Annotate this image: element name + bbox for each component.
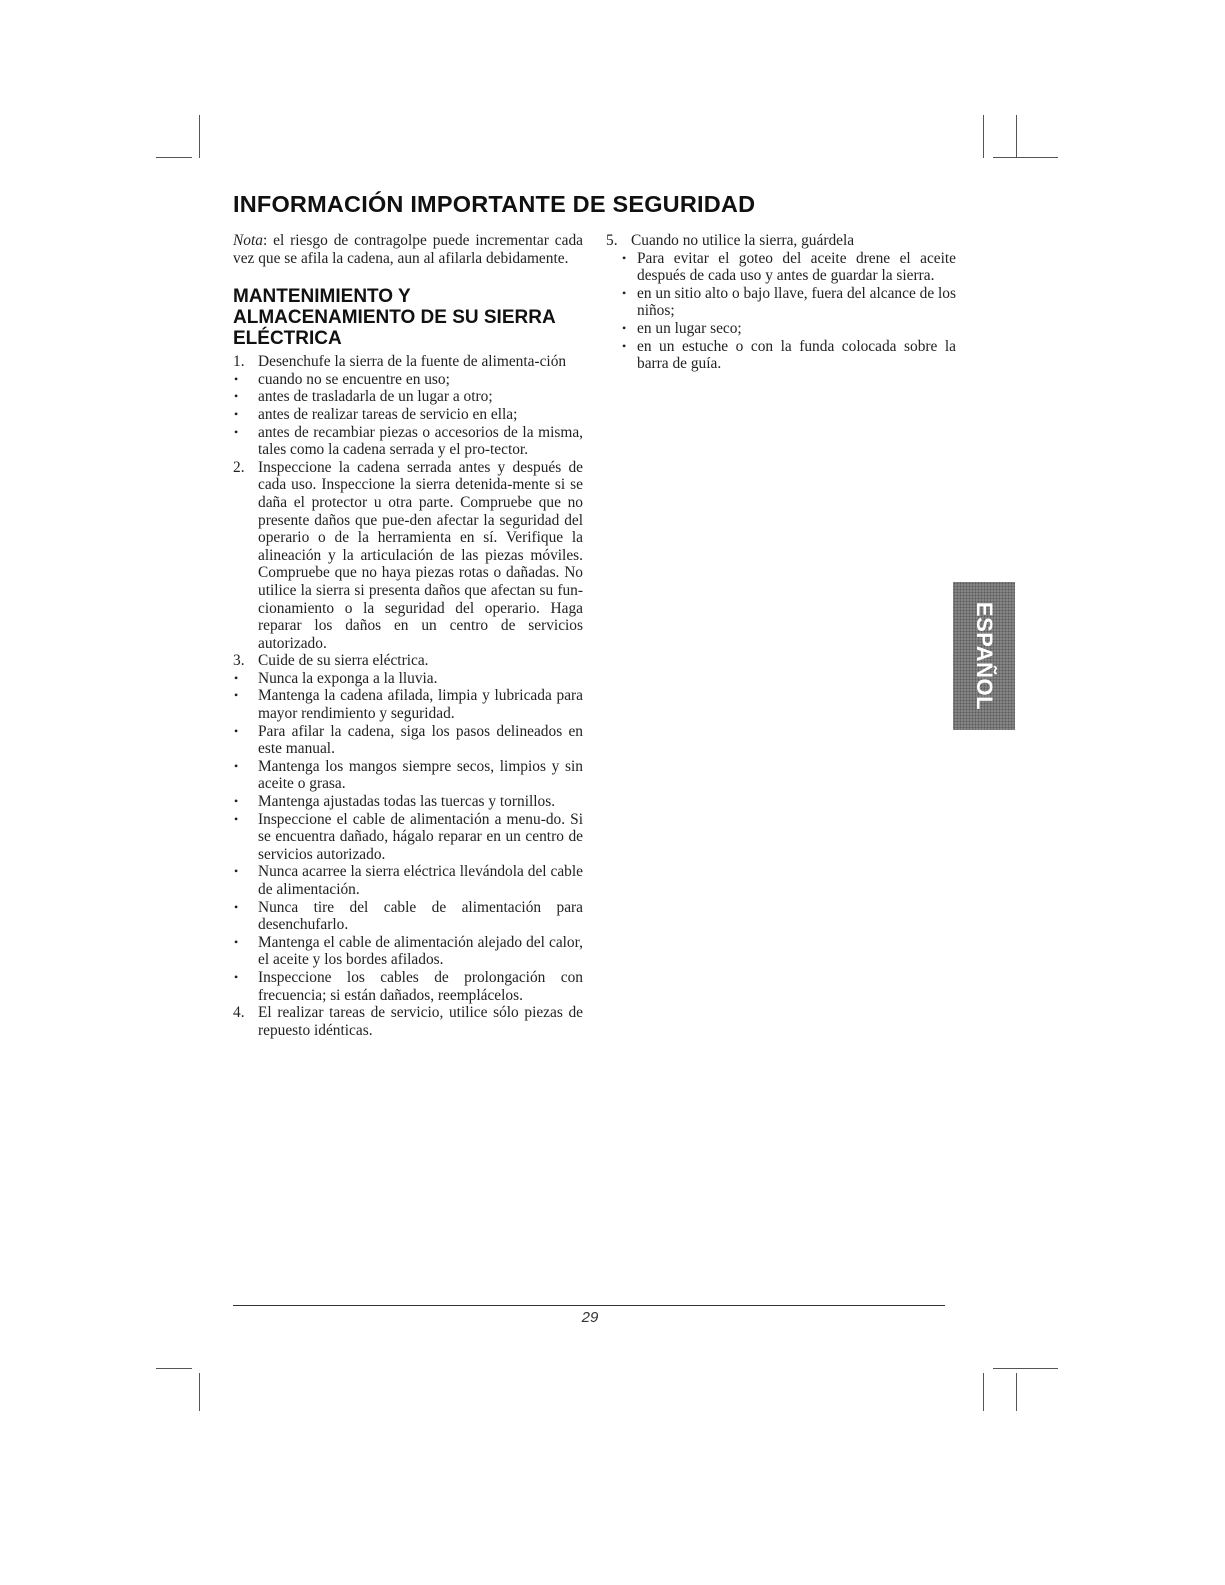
bullet-icon: •: [234, 794, 239, 809]
bullet-icon: •: [234, 670, 239, 685]
list-item: [233, 811, 583, 864]
crop-mark: [199, 115, 200, 158]
list-item: [233, 863, 583, 898]
bullet-icon: •: [622, 250, 627, 265]
list-item-text: cuando no se encuentre en uso;: [258, 370, 450, 388]
list-item-text: Cuando no utilice la sierra, guárdela: [631, 232, 855, 249]
list-item-text: en un estuche o con la funda colocada sobre la barra de guía.: [637, 337, 956, 373]
note-text: : el riesgo de contragolpe puede incrementar cada vez que se afila la cadena, aun al afilarla debidamente.: [233, 232, 583, 267]
list-item: [622, 338, 956, 373]
list-item: [233, 1004, 583, 1039]
list-item-text: Inspeccione el cable de alimentación a menu-do. Si se encuentra dañado, hágalo reparar en un centro de servicios autorizado.: [258, 810, 583, 863]
list-item: [233, 424, 583, 459]
list-number: 4.: [233, 1004, 245, 1022]
crop-mark: [156, 1368, 192, 1369]
list-item: [233, 934, 583, 969]
list-item: [233, 406, 583, 424]
list-item: [622, 285, 956, 320]
bullet-icon: •: [234, 934, 239, 949]
bullet-icon: •: [234, 371, 239, 386]
list-item: [233, 687, 583, 722]
maintenance-list: [233, 353, 583, 1039]
list-item: [233, 353, 583, 371]
list-item-text: Desenchufe la sierra de la fuente de alimenta-ción: [258, 353, 567, 371]
list-item-text: Mantenga el cable de alimentación alejado del calor, el aceite y los bordes afilados.: [258, 933, 583, 969]
list-item: [233, 969, 583, 1004]
list-item: [233, 670, 583, 688]
bullet-icon: •: [234, 688, 239, 703]
list-item: [233, 652, 583, 670]
footer-divider: [233, 1305, 945, 1306]
list-item: [233, 371, 583, 389]
list-item: [622, 320, 956, 338]
crop-mark: [1016, 1373, 1017, 1411]
list-item-text: Para afilar la cadena, siga los pasos delineados en este manual.: [258, 722, 583, 758]
list-item: [606, 232, 956, 250]
list-number: 3.: [233, 652, 245, 670]
crop-mark: [993, 157, 1058, 158]
language-tab: [953, 582, 1015, 730]
bullet-icon: •: [234, 899, 239, 914]
bullet-icon: •: [234, 424, 239, 439]
list-item-text: Nunca acarree la sierra eléctrica llevándola del cable de alimentación.: [258, 863, 583, 898]
page-number: 29: [581, 1309, 599, 1326]
list-item: [233, 758, 583, 793]
note-label: Nota: [233, 232, 263, 249]
list-item-text: Cuide de su sierra eléctrica.: [258, 652, 429, 670]
crop-mark: [1016, 115, 1017, 158]
list-item-text: Nunca tire del cable de alimentación para desenchufarlo.: [258, 898, 583, 934]
crop-mark: [993, 1368, 1058, 1369]
note-paragraph: [233, 232, 583, 267]
crop-mark: [199, 1373, 200, 1411]
bullet-icon: •: [234, 864, 239, 879]
list-item: [233, 899, 583, 934]
list-item-text: antes de realizar tareas de servicio en ella;: [258, 405, 518, 423]
list-item-text: antes de trasladarla de un lugar a otro;: [258, 388, 493, 406]
crop-mark: [156, 157, 192, 158]
list-item: [233, 459, 583, 653]
bullet-icon: •: [622, 285, 627, 300]
list-item: [233, 793, 583, 811]
list-item-text: Mantenga los mangos siempre secos, limpios y sin aceite o grasa.: [258, 757, 583, 793]
crop-mark: [983, 115, 984, 158]
bullet-icon: •: [234, 811, 239, 826]
list-number: 5.: [606, 232, 618, 249]
page-title: INFORMACIÓN IMPORTANTE DE SEGURIDAD: [233, 191, 756, 217]
list-item-text: en un lugar seco;: [637, 319, 742, 337]
list-item-text: Inspeccione los cables de prolongación con frecuencia; si están dañados, reemplácelos.: [258, 968, 583, 1004]
bullet-icon: •: [234, 758, 239, 773]
list-item-text: antes de recambiar piezas o accesorios de la misma, tales como la cadena serrada y el pro-tector.: [258, 423, 583, 459]
list-item-text: en un sitio alto o bajo llave, fuera del alcance de los niños;: [637, 284, 956, 320]
list-item-text: Para evitar el goteo del aceite drene el aceite después de cada uso y antes de guardar la sierra.: [637, 249, 956, 285]
list-item-text: Inspeccione la cadena serrada antes y después de cada uso. Inspeccione la sierra detenida-mente si se daña el protector u otra parte. Compruebe que no presente daños que pue-den afectar la seguridad del operario o de la herramienta en sí. Verifique la alineación y la articulación de las piezas móviles. Compruebe que no haya piezas rotas o dañadas. No utilice la sierra si presenta daños que afectan su fun-cionamiento o la seguridad del operario. Haga reparar los daños en un centro de servicios autorizado.: [258, 458, 583, 652]
bullet-icon: •: [234, 406, 239, 421]
bullet-icon: •: [234, 969, 239, 984]
crop-mark: [983, 1373, 984, 1411]
bullet-icon: •: [234, 723, 239, 738]
storage-bullets: [622, 250, 956, 373]
right-column: [606, 232, 956, 373]
left-column: [233, 232, 583, 1039]
list-item: [622, 250, 956, 285]
bullet-icon: •: [622, 320, 627, 335]
list-item-text: Nunca la exponga a la lluvia.: [258, 669, 438, 687]
section-heading: MANTENIMIENTO Y ALMACENAMIENTO DE SU SIERRA ELÉCTRICA: [233, 286, 555, 350]
list-item-text: Mantenga ajustadas todas las tuercas y tornillos.: [258, 793, 556, 811]
list-item-text: El realizar tareas de servicio, utilice sólo piezas de repuesto idénticas.: [258, 1004, 583, 1039]
list-item-text: Mantenga la cadena afilada, limpia y lubricada para mayor rendimiento y seguridad.: [258, 687, 583, 723]
bullet-icon: •: [234, 389, 239, 404]
language-tab-label: ESPAÑOL: [972, 601, 997, 711]
list-number: 2.: [233, 458, 245, 476]
bullet-icon: •: [622, 338, 627, 353]
list-item: [233, 723, 583, 758]
list-item: [233, 388, 583, 406]
list-number: 1.: [233, 353, 245, 371]
